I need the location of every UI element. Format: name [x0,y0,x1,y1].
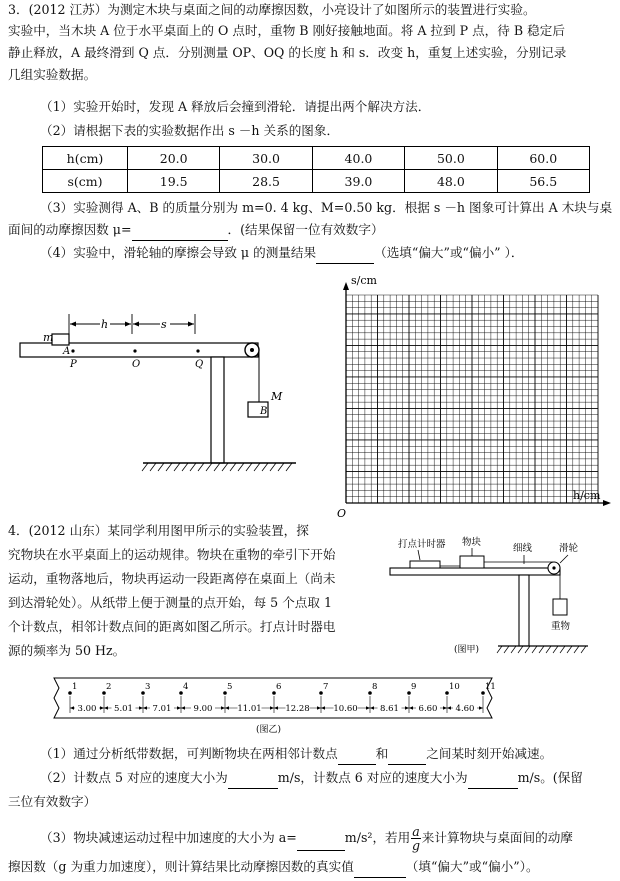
q3-data-table [42,146,590,193]
table-cell: 20.0 [128,147,220,170]
tape-point-label: 4 [183,682,189,692]
table-cell: 30.0 [220,147,312,170]
label-string: 细线 [513,543,533,554]
tape-distance-label: 9.00 [193,704,213,714]
q4-part-1 [40,744,552,765]
fraction-numerator: a [412,824,420,839]
fig-yi-caption: (图乙) [256,725,282,735]
q4-part-3-text-b: 来计算物块与桌面间的动摩 [421,830,573,845]
q4-part-2-text-b: m/s，计数点 6 对应的速度大小为 [277,770,468,785]
q3-intro-line-1: 3．(2012 江苏）为测定木块与桌面之间的动摩擦因数，小亮设计了如图所示的装置进行实验。 [8,2,536,17]
fig-jia-caption: (图甲) [454,645,480,655]
answer-blank-mu[interactable] [132,220,228,241]
answer-blank-compare[interactable] [354,857,406,878]
label-b: B [260,406,268,417]
q3-part-3-line-2 [8,220,384,241]
table-cell: 28.5 [220,170,312,193]
block-icon [460,556,484,568]
table-cell: 48.0 [405,170,497,193]
answer-blank-acceleration[interactable] [297,826,345,851]
fraction-denominator: g [411,838,421,853]
table-row [43,147,590,170]
table-header-h: h(cm) [43,147,128,170]
tape-distance-label: 5.01 [114,704,133,714]
q4-intro-line-5: 个计数点，相邻计数点间的距离如图乙所示。打点计时器电 [8,619,336,634]
q4-intro-line-3: 运动，重物落地后，物块再运动一段距离停在桌面上（尚未 [8,571,336,586]
q4-tape-figure [48,672,498,738]
tape-distance-label: 6.60 [418,704,438,714]
label-a: A [63,346,71,357]
q3-intro-line-4: 几组实验数据。 [8,67,97,82]
fraction-a-over-g [411,825,421,852]
table-cell: 39.0 [312,170,404,193]
label-weight: 重物 [551,621,571,632]
block-a [52,334,69,345]
origin-label: O [337,507,347,520]
tape-distance-label: 11.01 [237,704,262,714]
y-axis-label: s/cm [351,274,377,287]
q4-part-3-unit: m/s²，若用 [344,830,411,845]
label-block: 物块 [462,537,482,548]
q4-apparatus-figure [388,528,598,658]
weight-icon [553,599,567,615]
q3-part-4 [40,243,524,264]
tape-point-label: 8 [372,682,378,692]
label-big-m: M [271,390,283,403]
q4-part-2-line-2: 三位有效数字） [8,794,97,809]
tape-point-label: 5 [227,682,233,692]
q4-part-3-line-2-text-a: 擦因数（g 为重力加速度），则计算结果比动摩擦因数的真实值 [8,859,354,874]
q3-apparatus-figure [8,300,308,475]
q3-intro-line-3: 静止释放，A 最终滑到 Q 点．分别测量 OP、OQ 的长度 h 和 s．改变 h，重复上述实验，分别记录 [8,45,567,60]
q4-part-3-line-2 [8,857,539,878]
tape-distance-label: 3.00 [77,704,97,714]
q3-part-1: （1）实验开始时，发现 A 释放后会撞到滑轮．请提出两个解决方法． [40,99,431,114]
q4-part-2-text-a: （2）计数点 5 对应的速度大小为 [40,770,228,785]
tape-point-label: 11 [485,682,496,692]
tape-point-label: 7 [323,682,329,692]
q3-part-4-text-b: （选填“偏大”或“偏小” ）． [374,245,524,260]
label-m: m [43,331,54,344]
table-header-s: s(cm) [43,170,128,193]
tape-distance-label: 4.60 [455,704,475,714]
tape-point-label: 9 [411,682,417,692]
q4-intro-line-4: 到达滑轮处）。从纸带上便于测量的点开始，每 5 个点取 1 [8,595,332,610]
q4-part-1-text-a: （1）通过分析纸带数据，可判断物块在两相邻计数点 [40,746,338,761]
label-p: P [70,359,77,370]
tape-point-label: 6 [276,682,282,692]
tape-distance-label: 8.61 [380,704,399,714]
q4-part-3 [40,825,573,852]
label-s: s [161,318,167,331]
answer-blank-v6[interactable] [468,768,518,789]
q3-part-3-text-b: ．(结果保留一位有效数字） [227,222,384,237]
label-pulley: 滑轮 [559,543,579,554]
label-timer: 打点计时器 [398,539,446,550]
x-axis-label: h/cm [573,489,601,502]
q4-intro-line-1: 4．(2012 山东）某同学利用图甲所示的实验装置，探 [8,523,309,538]
tape-point-label: 3 [145,682,151,692]
answer-blank-bias[interactable] [316,243,374,264]
table-cell: 50.0 [405,147,497,170]
tape-distance-label: 10.60 [333,704,358,714]
q3-intro-line-2: 实验中，当木块 A 位于水平桌面上的 O 点时，重物 B 刚好接触地面。将 A 拉到 P 点，待 B 稳定后 [8,23,565,38]
label-h: h [101,318,109,331]
answer-blank-v5[interactable] [228,768,278,789]
q4-part-1-text-c: 之间某时刻开始减速。 [426,746,553,761]
tape-point-label: 10 [449,682,460,692]
q3-part-2: （2）请根据下表的实验数据作出 s －h 关系的图象． [40,123,340,138]
label-o: O [132,359,141,370]
q3-part-4-text-a: （4）实验中，滑轮轴的摩擦会导致 μ 的测量结果 [40,245,317,260]
tape-distance-label: 7.01 [152,704,172,714]
table-cell: 60.0 [497,147,589,170]
answer-blank-point-2[interactable] [388,744,426,765]
q4-part-3-line-2-text-b: （填“偏大”或“偏小”）。 [405,859,539,874]
q4-intro-line-2: 究物块在水平桌面上的运动规律。物块在重物的牵引下开始 [8,547,336,562]
q4-part-1-text-b: 和 [375,746,389,761]
q4-part-2 [40,768,583,789]
q3-part-3-text-a: 面间的动摩擦因数 μ= [8,222,132,237]
label-q: Q [195,359,204,370]
q4-intro-line-6: 源的频率为 50 Hz。 [8,643,126,658]
q3-part-3-line-1: （3）实验测得 A、B 的质量分别为 m=0. 4 kg、M=0.50 kg．根据 s －h 图象可计算出 A 木块与桌 [40,200,613,215]
table-cell: 56.5 [497,170,589,193]
tape-distance-label: 12.28 [285,704,310,714]
q4-part-3-text-a: （3）物块减速运动过程中加速度的大小为 a= [40,830,297,845]
table-row [43,170,590,193]
q3-graph-grid [335,268,615,520]
table-cell: 40.0 [312,147,404,170]
answer-blank-point-1[interactable] [338,744,376,765]
tape-point-label: 1 [72,682,78,692]
q4-part-2-text-c: m/s。(保留 [517,770,583,785]
table-cell: 19.5 [128,170,220,193]
tape-point-label: 2 [106,682,112,692]
